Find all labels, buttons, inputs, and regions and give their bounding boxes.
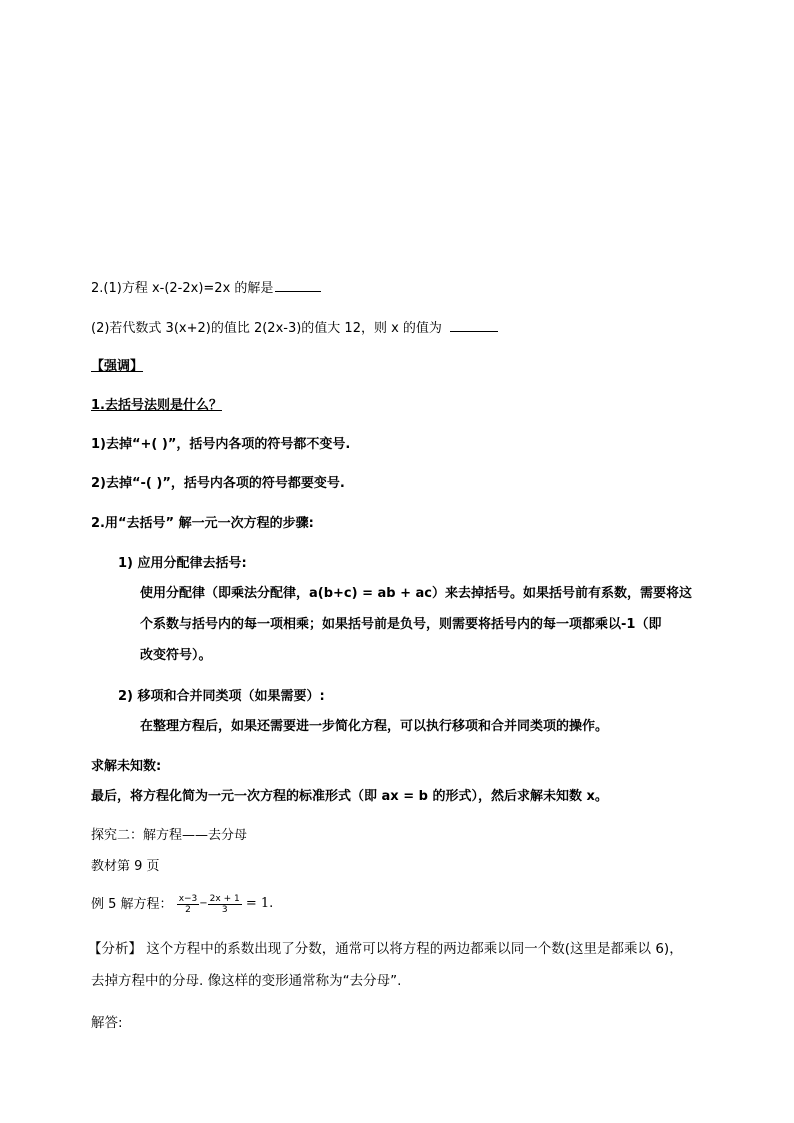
fraction-2	[208, 894, 242, 915]
equation-rhs: = 1.	[245, 896, 274, 911]
step-1-body-line-3: 改变符号）。	[140, 648, 212, 663]
step-1-body-line-2: 个系数与括号内的每一项相乘；如果括号前是负号，则需要将括号内的每一项都乘以-1（即	[140, 617, 662, 632]
example-5-label: 例 5 解方程：	[91, 896, 173, 912]
fraction-2-numerator: 2x + 1	[209, 893, 240, 904]
fraction-2-denominator: 3	[221, 904, 228, 915]
analysis-line-1: 【分析】 这个方程中的系数出现了分数，通常可以将方程的两边都乘以同一个数(这里是都乘以 6)，	[88, 941, 683, 957]
fraction-1	[177, 894, 200, 915]
example-5	[91, 890, 273, 918]
minus-sign: −	[199, 898, 208, 909]
question-2-2-text: (2)若代数式 3(x+2)的值比 2(2x-3)的值大 12，则 x 的值为	[91, 321, 442, 336]
step-1-title: 1) 应用分配律去括号:	[118, 556, 247, 571]
question-2-1-text: 2.(1)方程 x-(2-2x)=2x 的解是	[91, 281, 274, 296]
question-1-title: 1.去括号法则是什么？	[91, 398, 222, 413]
rule-1: 1)去掉“+( )”，括号内各项的符号都不变号.	[91, 437, 351, 452]
answer-blank-2	[450, 318, 498, 332]
question-2-2	[91, 318, 498, 338]
question-2-title: 2.用“去括号” 解一元一次方程的步骤:	[91, 516, 314, 531]
step-2-body: 在整理方程后，如果还需要进一步简化方程，可以执行移项和合并同类项的操作。	[140, 719, 609, 734]
fraction-1-numerator: x−3	[178, 893, 198, 904]
step-2-title: 2) 移项和合并同类项（如果需要）:	[118, 689, 325, 704]
solve-title: 求解未知数:	[91, 759, 162, 774]
rule-2: 2)去掉“-( )”，括号内各项的符号都要变号.	[91, 476, 345, 491]
equation	[177, 890, 274, 919]
step-1-body-line-1: 使用分配律（即乘法分配律，a(b+c) = ab + ac）来去掉括号。如果括号前有系数，需要将这	[140, 586, 693, 601]
answer-blank-1	[275, 278, 321, 292]
fraction-1-denominator: 2	[185, 904, 191, 915]
question-2-1	[91, 278, 321, 298]
textbook-page: 教材第 9 页	[91, 859, 160, 874]
explore-2-title: 探究二：解方程——去分母	[91, 828, 248, 843]
answer-label: 解答:	[91, 1015, 123, 1031]
analysis-line-2: 去掉方程中的分母. 像这样的变形通常称为“去分母”.	[91, 973, 402, 989]
solve-body: 最后，将方程化简为一元一次方程的标准形式（即 ax = b 的形式），然后求解未知数 x。	[91, 789, 608, 804]
emphasis-heading: 【强调】	[91, 359, 144, 374]
